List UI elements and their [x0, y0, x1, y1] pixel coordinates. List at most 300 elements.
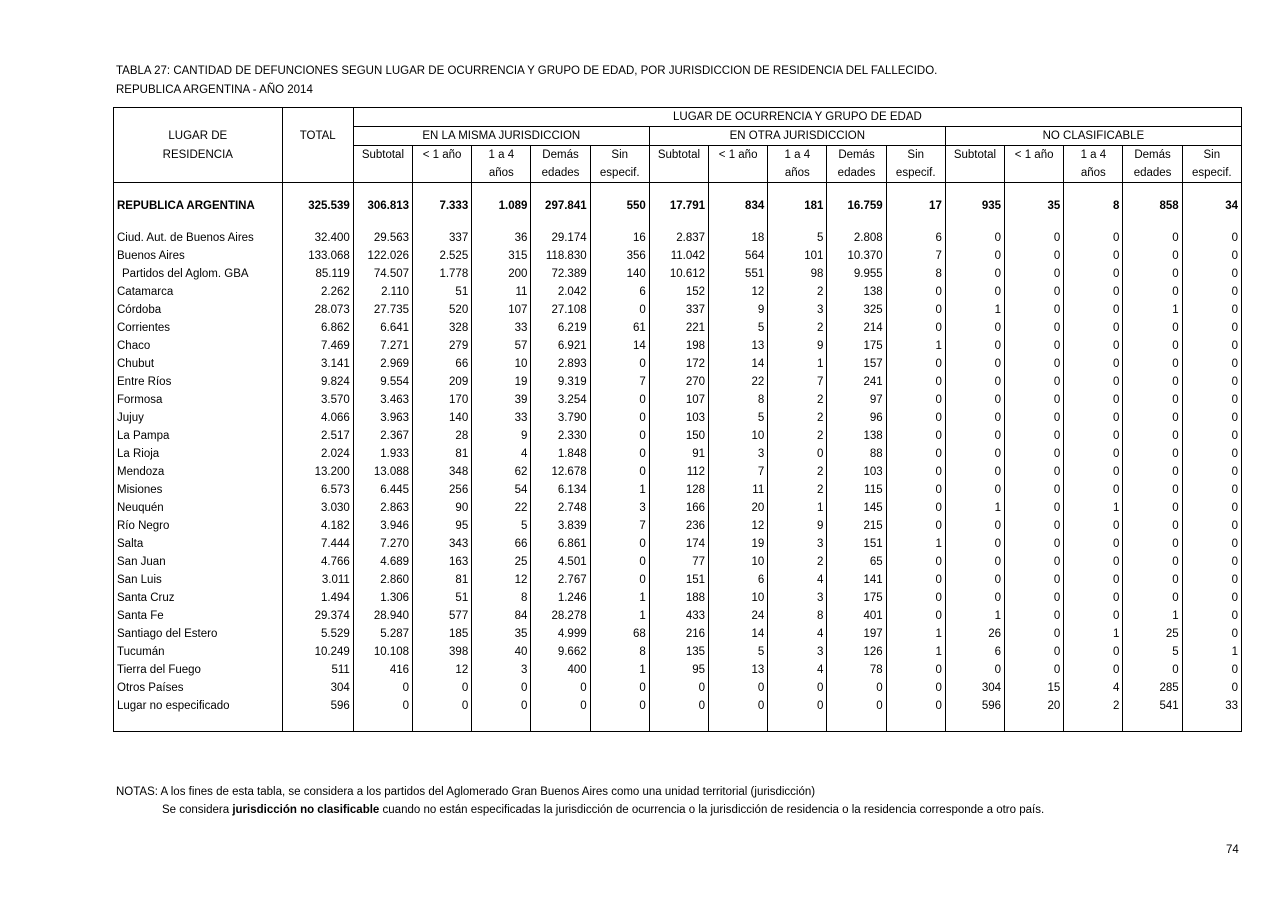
table-cell: 9	[768, 337, 827, 355]
table-header	[114, 108, 1242, 183]
jurisdiction-name: Salta	[114, 535, 283, 553]
table-row	[114, 373, 1242, 391]
table-cell: 0	[1123, 247, 1182, 265]
table-cell: 14	[590, 337, 649, 355]
table-cell: 35	[1005, 197, 1064, 215]
table-cell: 0	[1182, 607, 1241, 625]
table-cell: 209	[413, 373, 472, 391]
subheader-label	[413, 164, 472, 183]
table-cell: 33	[1182, 697, 1241, 715]
table-cell: 1.848	[531, 445, 590, 463]
table-cell: 2.808	[827, 229, 886, 247]
table-cell: 2.262	[282, 283, 353, 301]
table-cell: 356	[590, 247, 649, 265]
table-cell: 241	[827, 373, 886, 391]
subheader-label: años	[768, 164, 827, 183]
table-cell: 511	[282, 661, 353, 679]
table-cell: 279	[413, 337, 472, 355]
subheader-label: edades	[1123, 164, 1182, 183]
table-cell: 325	[827, 301, 886, 319]
table-cell: 2.330	[531, 427, 590, 445]
subheader-label: 1 a 4	[1064, 146, 1123, 165]
table-cell: 0	[1005, 283, 1064, 301]
table-cell: 858	[1123, 197, 1182, 215]
table-cell: 9.554	[353, 373, 412, 391]
table-cell: 17	[886, 197, 945, 215]
table-cell: 172	[649, 355, 708, 373]
jurisdiction-name: Buenos Aires	[114, 247, 283, 265]
table-cell: 4	[768, 625, 827, 643]
table-row	[114, 229, 1242, 247]
table-cell: 51	[413, 589, 472, 607]
table-cell: 26	[945, 625, 1004, 643]
table-cell: 128	[649, 481, 708, 499]
table-cell: 90	[413, 499, 472, 517]
table-cell: 51	[413, 283, 472, 301]
table-cell: 112	[649, 463, 708, 481]
table-cell: 0	[945, 409, 1004, 427]
table-cell: 0	[472, 679, 531, 697]
table-row	[114, 481, 1242, 499]
subheader-label: edades	[827, 164, 886, 183]
table-cell: 140	[590, 265, 649, 283]
table-cell: 138	[827, 283, 886, 301]
table-cell: 0	[353, 697, 412, 715]
table-cell: 0	[1064, 265, 1123, 283]
jurisdiction-name: Catamarca	[114, 283, 283, 301]
table-cell: 0	[945, 355, 1004, 373]
table-cell: 0	[1005, 301, 1064, 319]
table-cell: 0	[1182, 445, 1241, 463]
table-cell: 0	[1064, 283, 1123, 301]
table-cell: 3.141	[282, 355, 353, 373]
table-cell: 6.445	[353, 481, 412, 499]
table-cell: 3	[472, 661, 531, 679]
table-cell: 0	[1123, 499, 1182, 517]
table-cell: 1.306	[353, 589, 412, 607]
table-cell: 0	[1123, 229, 1182, 247]
table-cell: 0	[1182, 481, 1241, 499]
table-cell: 596	[945, 697, 1004, 715]
table-cell: 3	[768, 643, 827, 661]
table-cell: 0	[590, 391, 649, 409]
table-cell: 0	[1123, 571, 1182, 589]
table-cell: 6.861	[531, 535, 590, 553]
table-cell: 0	[768, 697, 827, 715]
table-cell: 0	[1005, 373, 1064, 391]
table-cell: 0	[1005, 553, 1064, 571]
table-cell: 0	[709, 697, 768, 715]
table-row	[114, 445, 1242, 463]
jurisdiction-name: Jujuy	[114, 409, 283, 427]
table-row	[114, 319, 1242, 337]
table-cell: 198	[649, 337, 708, 355]
table-cell: 170	[413, 391, 472, 409]
table-cell: 200	[472, 265, 531, 283]
table-cell: 0	[1064, 589, 1123, 607]
table-row	[114, 301, 1242, 319]
table-cell: 27.735	[353, 301, 412, 319]
subheader-label: Sin	[1182, 146, 1241, 165]
table-cell: 18	[709, 229, 768, 247]
table-cell: 0	[649, 679, 708, 697]
table-cell: 7.333	[413, 197, 472, 215]
jurisdiction-name: Tierra del Fuego	[114, 661, 283, 679]
table-cell: 0	[945, 337, 1004, 355]
table-cell: 88	[827, 445, 886, 463]
table-cell: 28	[413, 427, 472, 445]
table-cell: 72.389	[531, 265, 590, 283]
table-cell: 8	[768, 607, 827, 625]
table-cell: 5	[709, 319, 768, 337]
table-cell: 2	[768, 427, 827, 445]
table-cell: 10	[709, 553, 768, 571]
table-cell: 16.759	[827, 197, 886, 215]
table-cell: 0	[590, 445, 649, 463]
table-cell: 1	[1182, 643, 1241, 661]
table-cell: 14	[709, 625, 768, 643]
table-cell: 398	[413, 643, 472, 661]
table-cell: 2.525	[413, 247, 472, 265]
table-cell: 0	[1064, 661, 1123, 679]
table-cell: 61	[590, 319, 649, 337]
jurisdiction-name: Santa Cruz	[114, 589, 283, 607]
table-cell: 5	[768, 229, 827, 247]
table-cell: 3.254	[531, 391, 590, 409]
table-cell: 0	[1005, 625, 1064, 643]
table-cell: 8	[590, 643, 649, 661]
table-row	[114, 553, 1242, 571]
table-cell: 150	[649, 427, 708, 445]
table-row	[114, 427, 1242, 445]
table-cell: 2.748	[531, 499, 590, 517]
table-cell: 0	[590, 427, 649, 445]
table-cell: 25	[1123, 625, 1182, 643]
table-cell: 0	[1182, 319, 1241, 337]
table-cell: 10	[709, 589, 768, 607]
header-misma-jurisdiccion: EN LA MISMA JURISDICCION	[353, 127, 649, 146]
table-cell: 834	[709, 197, 768, 215]
table-cell: 6.921	[531, 337, 590, 355]
table-cell: 81	[413, 571, 472, 589]
subheader-label: < 1 año	[1005, 146, 1064, 165]
jurisdiction-name: Otros Países	[114, 679, 283, 697]
table-cell: 188	[649, 589, 708, 607]
table-cell: 1	[886, 535, 945, 553]
table-cell: 3.463	[353, 391, 412, 409]
table-cell: 3.570	[282, 391, 353, 409]
table-cell: 0	[1123, 373, 1182, 391]
table-row	[114, 283, 1242, 301]
table-cell: 0	[886, 283, 945, 301]
table-cell: 12	[709, 517, 768, 535]
table-cell: 1	[1123, 607, 1182, 625]
table-cell: 2	[768, 409, 827, 427]
jurisdiction-name: Ciud. Aut. de Buenos Aires	[114, 229, 283, 247]
table-cell: 54	[472, 481, 531, 499]
table-cell: 0	[945, 265, 1004, 283]
table-cell: 3.030	[282, 499, 353, 517]
table-cell: 0	[1005, 589, 1064, 607]
table-cell: 221	[649, 319, 708, 337]
table-cell: 138	[827, 427, 886, 445]
subheader-label: especif.	[1182, 164, 1241, 183]
table-cell: 12.678	[531, 463, 590, 481]
table-cell: 0	[590, 697, 649, 715]
table-cell: 17.791	[649, 197, 708, 215]
table-cell: 29.174	[531, 229, 590, 247]
table-cell: 39	[472, 391, 531, 409]
table-cell: 7	[590, 517, 649, 535]
subheader-label: años	[472, 164, 531, 183]
table-cell: 10	[472, 355, 531, 373]
table-cell: 28.073	[282, 301, 353, 319]
table-cell: 6.134	[531, 481, 590, 499]
table-cell: 0	[1123, 445, 1182, 463]
table-cell: 0	[945, 247, 1004, 265]
table-cell: 0	[1182, 355, 1241, 373]
table-cell: 1	[1064, 499, 1123, 517]
table-cell: 36	[472, 229, 531, 247]
table-cell: 7	[886, 247, 945, 265]
table-cell: 0	[1182, 463, 1241, 481]
jurisdiction-name: Partidos del Aglom. GBA	[114, 265, 283, 283]
table-cell: 35	[472, 625, 531, 643]
table-cell: 0	[1182, 409, 1241, 427]
table-cell: 343	[413, 535, 472, 553]
table-cell: 0	[1123, 427, 1182, 445]
table-cell: 1	[886, 625, 945, 643]
table-cell: 1	[945, 301, 1004, 319]
subheader-label	[709, 164, 768, 183]
table-cell: 0	[1182, 679, 1241, 697]
table-cell: 0	[1005, 535, 1064, 553]
table-cell: 6	[709, 571, 768, 589]
table-cell: 3	[768, 535, 827, 553]
table-cell: 6.641	[353, 319, 412, 337]
table-cell: 0	[886, 679, 945, 697]
table-cell: 0	[1005, 499, 1064, 517]
jurisdiction-name: Río Negro	[114, 517, 283, 535]
table-cell: 3	[709, 445, 768, 463]
table-cell: 0	[1182, 265, 1241, 283]
table-cell: 325.539	[282, 197, 353, 215]
table-cell: 107	[649, 391, 708, 409]
total-row	[114, 197, 1242, 215]
header-lugar-2: RESIDENCIA	[114, 146, 283, 165]
table-cell: 0	[590, 553, 649, 571]
jurisdiction-name: Neuquén	[114, 499, 283, 517]
table-cell: 20	[1005, 697, 1064, 715]
table-cell: 166	[649, 499, 708, 517]
table-cell: 20	[709, 499, 768, 517]
table-cell: 81	[413, 445, 472, 463]
table-cell: 0	[1123, 391, 1182, 409]
table-cell: 0	[886, 373, 945, 391]
table-row	[114, 697, 1242, 715]
table-cell: 0	[945, 481, 1004, 499]
subheader-label: Demás	[531, 146, 590, 165]
table-cell: 0	[1064, 553, 1123, 571]
jurisdiction-name: Chubut	[114, 355, 283, 373]
table-cell: 0	[1064, 301, 1123, 319]
table-cell: 0	[1005, 445, 1064, 463]
table-cell: 0	[945, 283, 1004, 301]
table-cell: 1	[590, 607, 649, 625]
table-row	[114, 463, 1242, 481]
subheader-label: Subtotal	[353, 146, 412, 165]
table-cell: 0	[1123, 589, 1182, 607]
table-cell: 16	[590, 229, 649, 247]
table-cell: 10.249	[282, 643, 353, 661]
table-row	[114, 247, 1242, 265]
table-cell: 256	[413, 481, 472, 499]
table-row	[114, 409, 1242, 427]
table-cell: 175	[827, 337, 886, 355]
table-cell: 0	[1123, 409, 1182, 427]
table-cell: 215	[827, 517, 886, 535]
table-cell: 596	[282, 697, 353, 715]
table-cell: 0	[1182, 427, 1241, 445]
table-cell: 2	[1064, 697, 1123, 715]
table-cell: 0	[1005, 607, 1064, 625]
table-cell: 115	[827, 481, 886, 499]
table-cell: 0	[886, 517, 945, 535]
table-cell: 4	[472, 445, 531, 463]
table-cell: 13.200	[282, 463, 353, 481]
table-cell: 9.955	[827, 265, 886, 283]
table-cell: 22	[709, 373, 768, 391]
table-cell: 4	[1064, 679, 1123, 697]
subheader-label: Subtotal	[945, 146, 1004, 165]
table-cell: 0	[413, 697, 472, 715]
header-total: TOTAL	[282, 127, 353, 146]
table-cell: 1.089	[472, 197, 531, 215]
table-cell: 0	[1182, 283, 1241, 301]
header-no-clasificable: NO CLASIFICABLE	[945, 127, 1241, 146]
table-cell: 297.841	[531, 197, 590, 215]
table-cell: 0	[1064, 409, 1123, 427]
table-cell: 174	[649, 535, 708, 553]
table-cell: 66	[413, 355, 472, 373]
table-subtitle: REPUBLICA ARGENTINA - AÑO 2014	[116, 84, 313, 96]
table-cell: 0	[1005, 319, 1064, 337]
table-cell: 19	[472, 373, 531, 391]
table-cell: 1	[886, 337, 945, 355]
table-cell: 0	[886, 661, 945, 679]
table-cell: 85.119	[282, 265, 353, 283]
table-cell: 4.766	[282, 553, 353, 571]
table-cell: 1.933	[353, 445, 412, 463]
table-cell: 1	[768, 499, 827, 517]
table-cell: 77	[649, 553, 708, 571]
table-cell: 74.507	[353, 265, 412, 283]
table-cell: 91	[649, 445, 708, 463]
table-cell: 13	[709, 337, 768, 355]
table-cell: 3.963	[353, 409, 412, 427]
table-cell: 0	[1005, 265, 1064, 283]
table-cell: 12	[709, 283, 768, 301]
table-cell: 5	[709, 643, 768, 661]
table-cell: 550	[590, 197, 649, 215]
table-cell: 0	[649, 697, 708, 715]
table-cell: 0	[1123, 517, 1182, 535]
table-cell: 27.108	[531, 301, 590, 319]
table-cell: 4	[768, 661, 827, 679]
table-cell: 0	[1005, 355, 1064, 373]
table-cell: 28.278	[531, 607, 590, 625]
table-cell: 0	[472, 697, 531, 715]
page-number: 74	[1226, 844, 1239, 856]
table-cell: 0	[945, 445, 1004, 463]
table-cell: 25	[472, 553, 531, 571]
table-cell: 0	[709, 679, 768, 697]
table-cell: 181	[768, 197, 827, 215]
table-cell: 151	[649, 571, 708, 589]
table-cell: 0	[1005, 427, 1064, 445]
table-cell: 1	[768, 355, 827, 373]
table-cell: 551	[709, 265, 768, 283]
table-row	[114, 571, 1242, 589]
table-cell: 0	[590, 535, 649, 553]
subheader-label: años	[1064, 164, 1123, 183]
table-cell: 0	[945, 319, 1004, 337]
table-cell: 236	[649, 517, 708, 535]
table-cell: 2	[768, 319, 827, 337]
table-cell: 0	[886, 301, 945, 319]
table-cell: 0	[1005, 571, 1064, 589]
table-cell: 0	[886, 607, 945, 625]
table-cell: 28.940	[353, 607, 412, 625]
table-cell: 2.860	[353, 571, 412, 589]
table-cell: 13.088	[353, 463, 412, 481]
table-cell: 0	[1005, 229, 1064, 247]
table-cell: 4.999	[531, 625, 590, 643]
table-cell: 0	[827, 679, 886, 697]
table-row	[114, 679, 1242, 697]
table-cell: 0	[1064, 463, 1123, 481]
table-cell: 2.367	[353, 427, 412, 445]
table-cell: 0	[590, 679, 649, 697]
subheader-label	[945, 164, 1004, 183]
table-cell: 0	[1123, 265, 1182, 283]
table-cell: 7.271	[353, 337, 412, 355]
table-cell: 577	[413, 607, 472, 625]
jurisdiction-name: Formosa	[114, 391, 283, 409]
table-cell: 10.612	[649, 265, 708, 283]
table-cell: 0	[886, 553, 945, 571]
table-row	[114, 643, 1242, 661]
table-cell: 4.689	[353, 553, 412, 571]
subheader-label: Demás	[827, 146, 886, 165]
table-cell: 0	[1182, 571, 1241, 589]
table-cell: 10	[709, 427, 768, 445]
table-cell: 34	[1182, 197, 1241, 215]
notes-line-2-post: cuando no están especificadas la jurisdicción de ocurrencia o la jurisdicción de residencia o la residencia corresponde a otro país.	[379, 804, 1045, 816]
table-cell: 95	[413, 517, 472, 535]
table-cell: 7.270	[353, 535, 412, 553]
table-cell: 6.573	[282, 481, 353, 499]
table-cell: 0	[1182, 517, 1241, 535]
table-cell: 0	[768, 445, 827, 463]
table-cell: 5	[709, 409, 768, 427]
table-cell: 197	[827, 625, 886, 643]
table-cell: 0	[886, 571, 945, 589]
table-cell: 0	[1123, 481, 1182, 499]
table-cell: 24	[709, 607, 768, 625]
notes-line-2-bold: jurisdicción no clasificable	[232, 804, 380, 816]
table-cell: 0	[1064, 373, 1123, 391]
